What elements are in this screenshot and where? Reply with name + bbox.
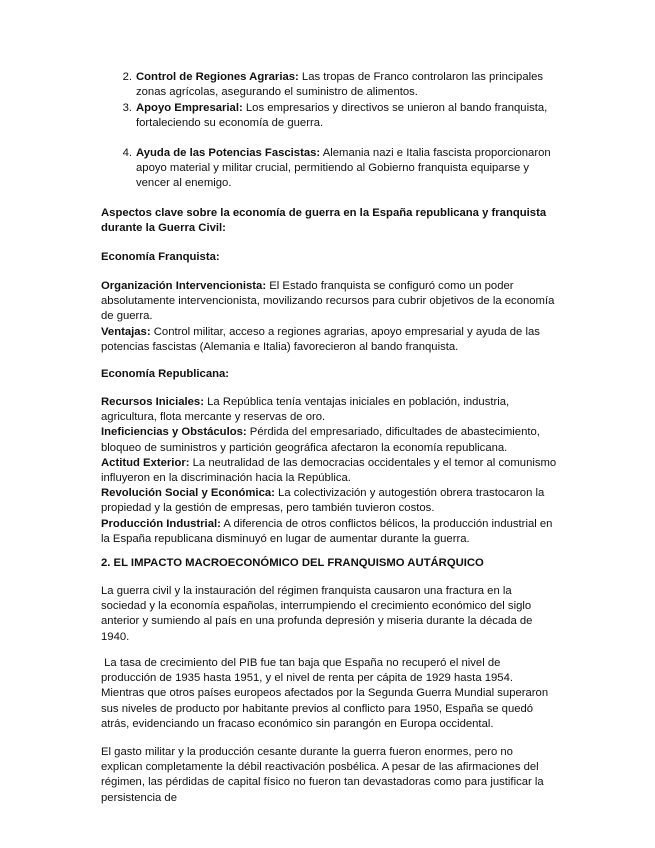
aspects-heading: Aspectos clave sobre la economía de guerra en la España republicana y franquista durante la Guerra Civil: [101, 207, 547, 235]
section2-paragraph: El gasto militar y la producción cesante durante la guerra fueron enormes, pero no explican completamente la débil reactivación posbélica. A pesar de las afirmaciones del régimen, las pérdidas de capital físico no fueron tan devastadoras como para justificar la persistencia de [101, 746, 544, 804]
item-text: La colectivización y autogestión obrera trastocaron la propiedad y la gestión de empresas, pero también tuvieron costos. [101, 487, 545, 515]
item-text: Pérdida del empresariado, dificultades de abastecimiento, bloqueo de suministros y partición geográfica afectaron la economía republicana. [101, 426, 540, 454]
list-number: 2. [122, 71, 132, 83]
item-text: La neutralidad de las democracias occidentales y el temor al comunismo influyeron en la discriminación hacia la República. [101, 456, 557, 485]
item-text: A diferencia de otros conflictos bélicos, la producción industrial en la España republicana disminuyó en lugar de aumentar durante la guerra. [101, 517, 553, 545]
list-term: Apoyo Empresarial: [136, 102, 243, 114]
list-text: Alemania nazi e Italia fascista proporcionaron apoyo material y militar crucial, permitiendo al Gobierno franquista equiparse y vencer al enemigo. [136, 147, 551, 190]
list-number: 4. [122, 147, 132, 159]
republicana-paragraph [101, 395, 557, 547]
list-number: 3. [122, 102, 132, 114]
item-term: Recursos Iniciales: [101, 396, 204, 408]
list-item [122, 70, 554, 100]
item-term: Actitud Exterior: [101, 456, 190, 469]
item-term: Revolución Social y Económica: [101, 487, 275, 500]
item-term: Organización Intervencionista: [101, 280, 267, 292]
item-text: Control militar, acceso a regiones agrarias, apoyo empresarial y ayuda de las potencias fascistas (Alemania e Italia) favorecieron al bando franquista. [101, 325, 540, 353]
item-term: Producción Industrial: [101, 517, 221, 530]
section2-paragraph: La guerra civil y la instauración del régimen franquista causaron una fractura en la sociedad y la economía españolas, interrumpiendo el crecimiento económico del siglo anterior y sumiendo al país en una profunda depresión y miseria durante la década de 1940. [101, 585, 533, 643]
franquista-heading: Economía Franquista: [101, 251, 220, 263]
list-item [122, 146, 554, 192]
list-item [122, 101, 554, 131]
republicana-heading: Economía Republicana: [101, 368, 230, 380]
item-term: Ineficiencias y Obstáculos: [101, 426, 247, 439]
section2-paragraph: La tasa de crecimiento del PIB fue tan baja que España no recuperó el nivel de producción de 1935 hasta 1951, y el nivel de renta per cápita de 1929 hasta 1954. Mientras que otros países europeos afectados por la Segunda Guerra Mundial superaron sus niveles de producto por habitante previos al conflicto para 1950, España se quedó atrás, evidenciando un fracaso económico sin parangón en Europa occidental. [101, 657, 552, 730]
list-text: Los empresarios y directivos se unieron al bando franquista, fortaleciendo su economía de guerra. [136, 102, 548, 130]
list-term: Ayuda de las Potencias Fascistas: [136, 147, 321, 159]
list-term: Control de Regiones Agrarias: [136, 71, 299, 83]
section2-heading: 2. EL IMPACTO MACROECONÓMICO DEL FRANQUISMO AUTÁRQUICO [101, 557, 484, 569]
list-text: Las tropas de Franco controlaron las principales zonas agrícolas, asegurando el suministro de alimentos. [136, 71, 544, 99]
item-text: El Estado franquista se configuró como un poder absolutamente intervencionista, movilizando recursos para cubrir objetivos de la economía de guerra. [101, 280, 555, 323]
item-text: La República tenía ventajas iniciales en población, industria, agricultura, flota mercante y reservas de oro. [101, 396, 510, 424]
franquista-paragraph [101, 279, 557, 355]
item-term: Ventajas: [101, 325, 151, 338]
